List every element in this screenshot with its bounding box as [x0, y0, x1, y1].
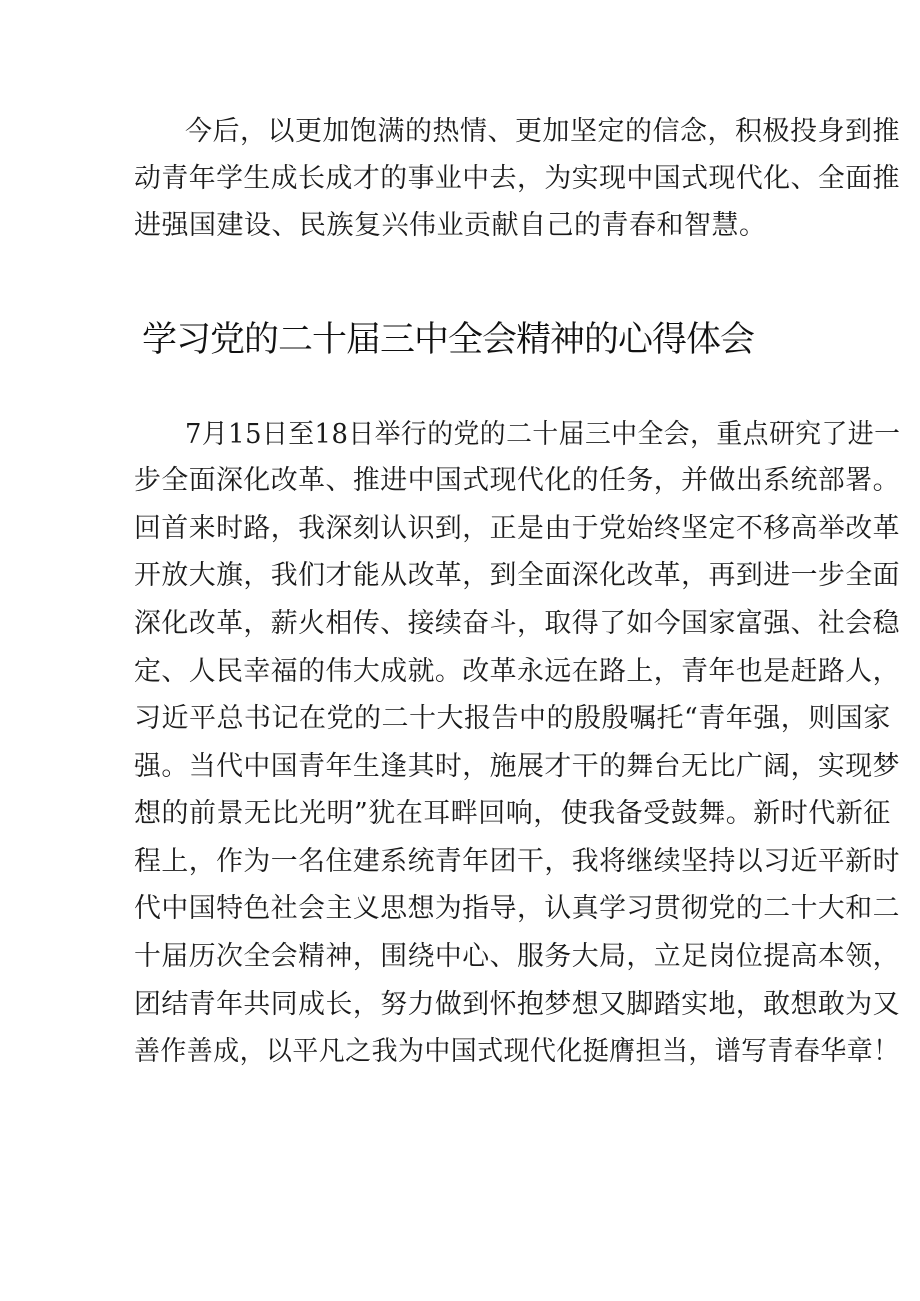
text-line: 回首来时路，我深刻认识到，正是由于党始终坚定不移高举改革: [134, 513, 900, 544]
article-title: 学习党的二十届三中全会精神的心得体会: [142, 320, 755, 360]
text-line: 步全面深化改革、推进中国式现代化的任务，并做出系统部署。: [134, 465, 900, 496]
text-line: 团结青年共同成长，努力做到怀抱梦想又脚踏实地，敢想敢为又: [134, 989, 900, 1020]
text-line: 习近平总书记在党的二十大报告中的殷殷嘱托“青年强，则国家: [134, 703, 891, 734]
text-line: 程上，作为一名住建系统青年团干，我将继续坚持以习近平新时: [134, 846, 900, 877]
text-line: 想的前景无比光明”犹在耳畔回响，使我备受鼓舞。新时代新征: [134, 798, 891, 829]
text-line: 深化改革，薪火相传、接续奋斗，取得了如今国家富强、社会稳: [134, 608, 900, 639]
text-line: 开放大旗，我们才能从改革，到全面深化改革，再到进一步全面: [134, 560, 900, 591]
text-line: 代中国特色社会主义思想为指导，认真学习贯彻党的二十大和二: [134, 893, 900, 924]
text-line: 进强国建设、民族复兴伟业贡献自己的青春和智慧。: [134, 210, 767, 241]
text-line: 善作善成，以平凡之我为中国式现代化挺膺担当，谱写青春华章！: [134, 1036, 900, 1067]
text-line: 7月15日至18日举行的党的二十届三中全会，重点研究了进一: [185, 419, 901, 450]
text-line: 动青年学生成长成才的事业中去，为实现中国式现代化、全面推: [134, 163, 900, 194]
text-line: 强。当代中国青年生逢其时，施展才干的舞台无比广阔，实现梦: [134, 751, 900, 782]
text-line: 定、人民幸福的伟大成就。改革永远在路上，青年也是赶路人，: [134, 656, 900, 687]
text-line: 十届历次全会精神，围绕中心、服务大局，立足岗位提高本领，: [134, 941, 900, 972]
text-line: 今后，以更加饱满的热情、更加坚定的信念，积极投身到推: [185, 116, 900, 147]
